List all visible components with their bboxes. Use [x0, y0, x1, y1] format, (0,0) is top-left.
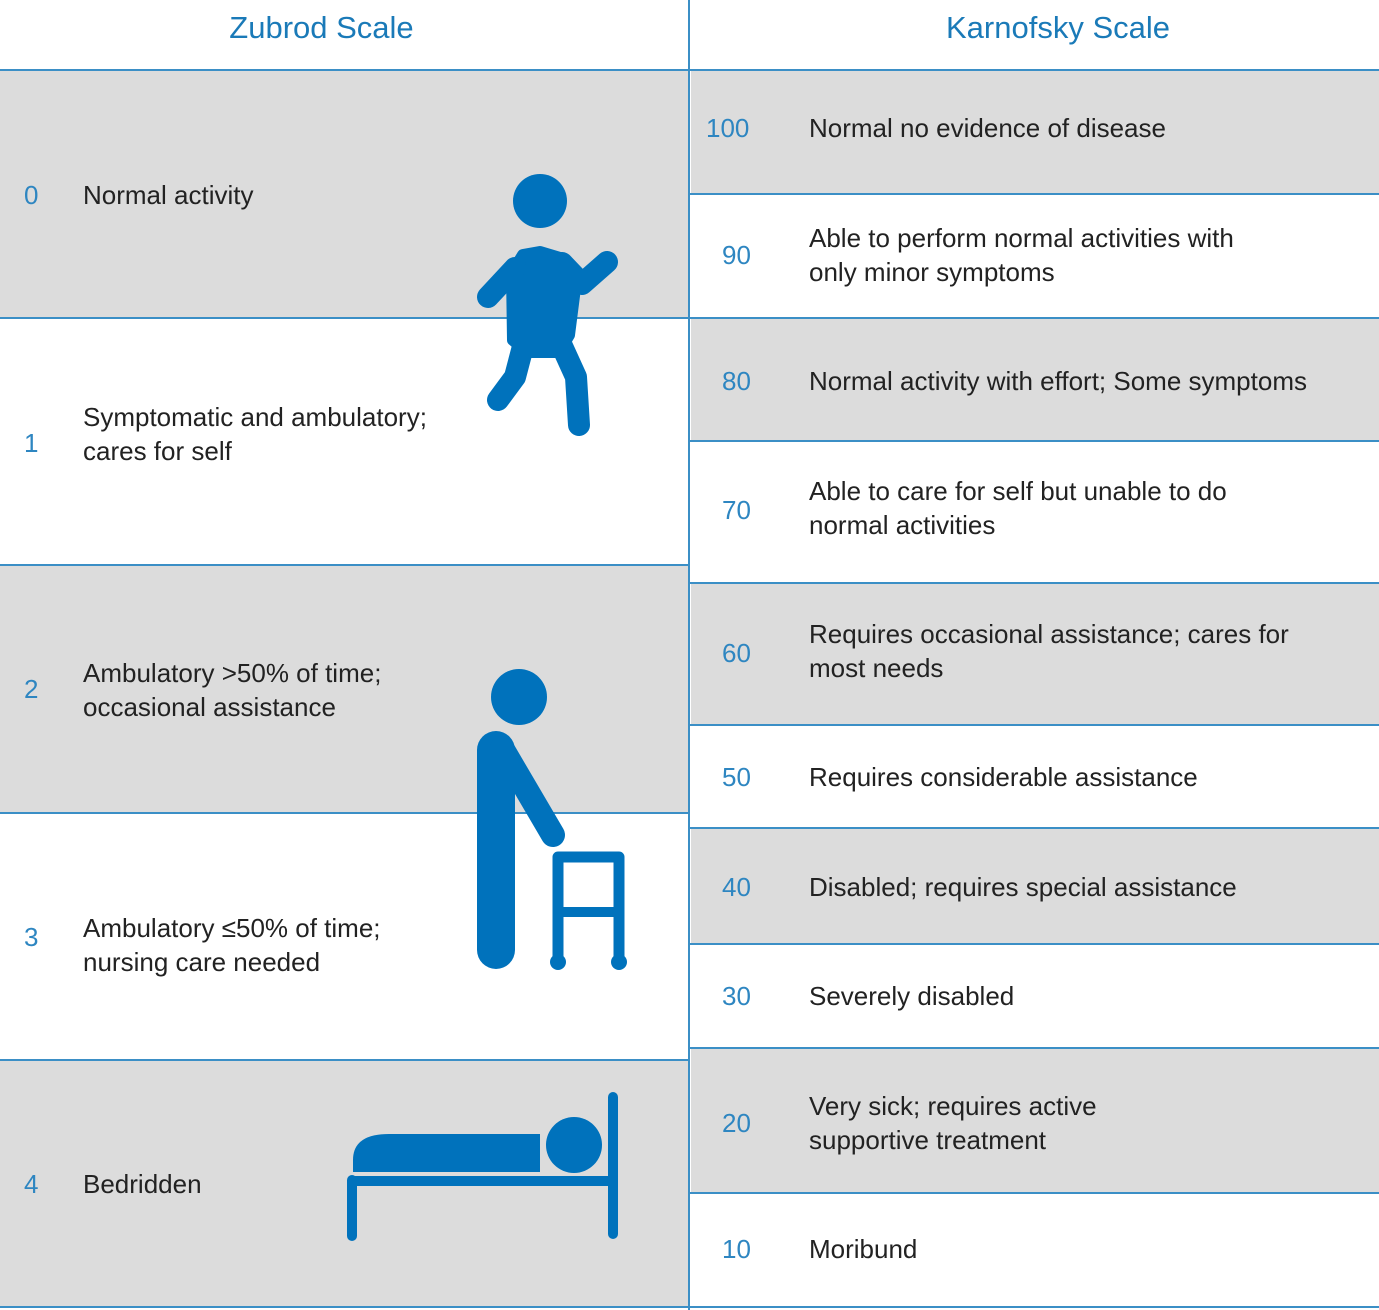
karnofsky-score: 90 [722, 240, 751, 270]
zubrod-description: Bedridden [83, 1169, 202, 1199]
zubrod-grade: 0 [24, 180, 39, 210]
description-line: Able to care for self but unable to do [809, 476, 1227, 506]
karnofsky-description: Requires considerable assistance [809, 762, 1198, 792]
description-line: Able to perform normal activities with [809, 223, 1234, 253]
description-line: normal activities [809, 510, 996, 540]
description-line: Symptomatic and ambulatory; [83, 402, 427, 432]
zubrod-description: Normal activity [83, 180, 254, 210]
karnofsky-score: 60 [722, 638, 751, 668]
karnofsky-score: 40 [722, 872, 751, 902]
zubrod-grade: 4 [24, 1169, 39, 1199]
karnofsky-description: Normal no evidence of disease [809, 113, 1166, 143]
karnofsky-score: 30 [722, 981, 751, 1011]
karnofsky-score: 100 [706, 113, 750, 143]
zubrod-grade: 2 [24, 674, 39, 704]
karnofsky-score: 50 [722, 762, 751, 792]
description-line: Ambulatory ≤50% of time; [83, 913, 381, 943]
zubrod-grade: 1 [24, 428, 39, 458]
karnofsky-scale-header: Karnofsky Scale [946, 10, 1170, 45]
karnofsky-score: 10 [722, 1234, 751, 1264]
karnofsky-description: Disabled; requires special assistance [809, 872, 1237, 902]
karnofsky-score: 80 [722, 366, 751, 396]
description-line: most needs [809, 653, 944, 683]
description-line: Very sick; requires active [809, 1091, 1097, 1121]
description-line: Requires occasional assistance; cares for [809, 619, 1289, 649]
description-line: supportive treatment [809, 1125, 1047, 1155]
description-line: only minor symptoms [809, 257, 1055, 287]
karnofsky-description: Moribund [809, 1234, 918, 1264]
description-line: cares for self [83, 436, 232, 466]
description-line: occasional assistance [83, 692, 336, 722]
karnofsky-description: Normal activity with effort; Some symptoms [809, 366, 1307, 396]
karnofsky-description: Severely disabled [809, 981, 1015, 1011]
karnofsky-score: 20 [722, 1108, 751, 1138]
zubrod-grade: 3 [24, 922, 39, 952]
karnofsky-score: 70 [722, 495, 751, 525]
description-line: Ambulatory >50% of time; [83, 658, 382, 688]
zubrod-scale-header: Zubrod Scale [229, 10, 414, 45]
description-line: nursing care needed [83, 947, 321, 977]
